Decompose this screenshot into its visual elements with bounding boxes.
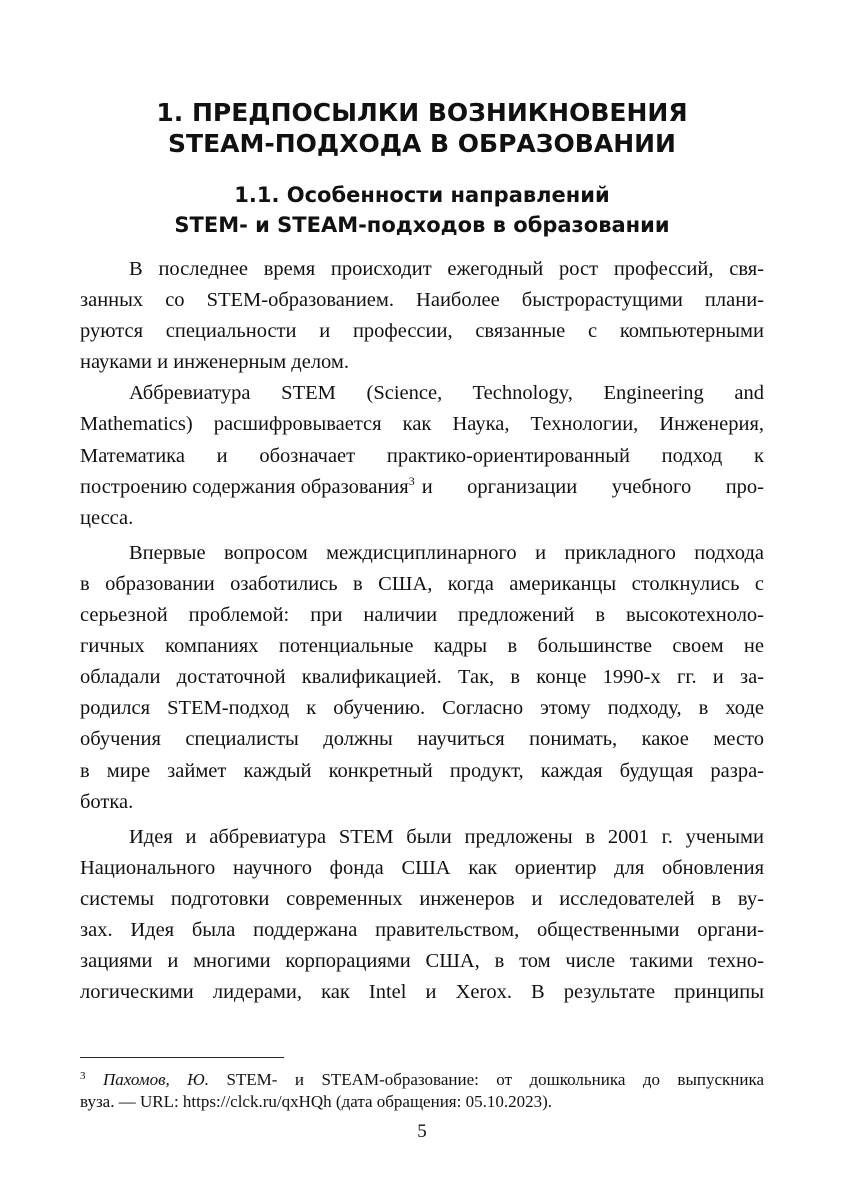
text-line: зациями и многими корпорациями США, в том числе такими техно-	[80, 950, 764, 973]
footnote-title: STEM- и STEAM-образование: от дошкольника до выпускника	[226, 1070, 765, 1089]
text-line: обладали достаточной квалификацией. Так, в конце 1990-х гг. и за-	[80, 666, 764, 689]
text-line: Аббревиатура STEM (Science, Technology, Engineering and	[129, 382, 764, 405]
paragraph-1	[80, 254, 764, 378]
section-title-line-2: STEM- и STEAM-подходов в образовании	[174, 213, 670, 237]
footnote-number: 3	[80, 1070, 86, 1082]
text-line: родился STEM-подход к обучению. Согласно этому подходу, в ходе	[80, 697, 764, 720]
footnote-divider	[80, 1057, 284, 1058]
text-line: ботка.	[80, 790, 134, 813]
text-line-with-footnote	[80, 472, 764, 503]
chapter-title	[80, 96, 764, 158]
text-line: Национального научного фонда США как ориентир для обновления	[80, 856, 764, 879]
text-line: науками и инженерным делом.	[80, 351, 350, 374]
footnote-line-1	[80, 1069, 764, 1091]
text-line: гичных компаниях потенциальные кадры в большинстве своем не	[80, 635, 764, 658]
text-fragment-after-ref: и организации учебного про-	[421, 475, 764, 498]
text-line: Математика и обозначает практико-ориентированный подход к	[80, 444, 764, 467]
footnote-ref[interactable]: 3	[408, 473, 415, 488]
text-line: Идея и аббревиатура STEM были предложены в 2001 г. учеными	[129, 825, 764, 848]
section-title	[80, 180, 764, 240]
text-line: обучения специалисты должны научиться понимать, какое место	[80, 728, 764, 751]
page-number: 5	[417, 1121, 427, 1142]
text-line: В последнее время происходит ежегодный рост профессий, свя-	[129, 258, 764, 280]
text-line: в образовании озаботились в США, когда американцы столкнулись с	[80, 572, 764, 595]
text-fragment	[80, 472, 415, 503]
footnote	[80, 1069, 764, 1113]
footnote-line-2: вуза. — URL: https://clck.ru/qxHQh (дата обращения: 05.10.2023).	[80, 1092, 552, 1111]
section-title-line-1: 1.1. Особенности направлений	[234, 183, 610, 207]
text-line: занных со STEM-образованием. Наиболее быстрорастущими плани-	[80, 289, 764, 312]
footnote-author: Пахомов, Ю.	[102, 1070, 209, 1089]
chapter-title-line-2: STEAM-ПОДХОДА В ОБРАЗОВАНИИ	[168, 129, 676, 159]
text-line: цесса.	[80, 506, 134, 529]
text-line: Впервые вопросом междисциплинарного и прикладного подхода	[129, 541, 764, 564]
paragraph-4	[80, 822, 764, 1009]
text-line: зах. Идея была поддержана правительством, общественными органи-	[80, 918, 764, 941]
text-line: Mathematics) расшифровывается как Наука, Технологии, Инженерия,	[80, 413, 764, 436]
text-line: в мире займет каждый конкретный продукт, каждая будущая разра-	[80, 759, 764, 782]
text-line: системы подготовки современных инженеров и исследователей в ву-	[80, 887, 764, 910]
chapter-title-line-1: 1. ПРЕДПОСЫЛКИ ВОЗНИКНОВЕНИЯ	[156, 98, 688, 127]
paragraph-2	[80, 378, 764, 533]
text-line: руются специальности и профессии, связанные с компьютерными	[80, 320, 764, 343]
text-fragment-before-ref: построению содержания образования	[80, 475, 409, 498]
body-text	[80, 254, 764, 1008]
paragraph-3	[80, 538, 764, 818]
text-line: серьезной проблемой: при наличии предложений в высокотехноло-	[80, 604, 764, 627]
text-line: логическими лидерами, как Intel и Xerox. В результате принципы	[80, 981, 764, 1004]
